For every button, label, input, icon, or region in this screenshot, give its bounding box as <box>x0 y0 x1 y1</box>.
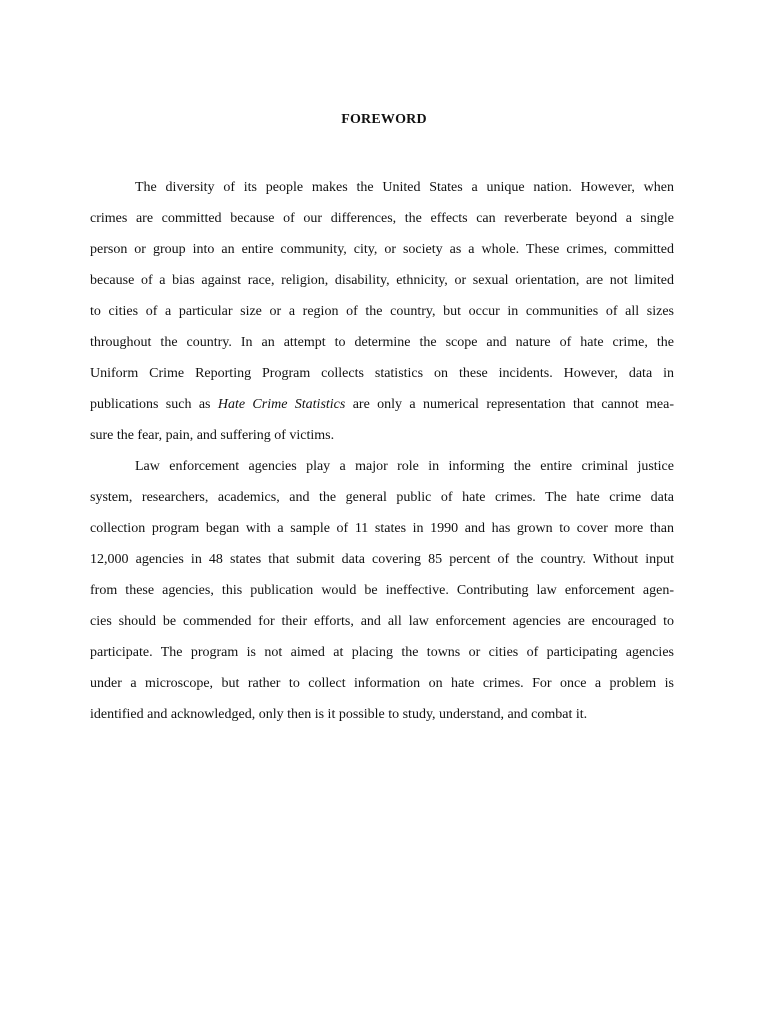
paragraph-1-line-2: crimes are committed because of our differences, the effects can reverberate beyond a single <box>90 211 674 226</box>
page-title: FOREWORD <box>341 112 427 127</box>
paragraph-2-line-9: identified and acknowledged, only then is it possible to study, understand, and combat it. <box>90 707 588 722</box>
paragraph-1-line-9: sure the fear, pain, and suffering of victims. <box>90 428 335 443</box>
paragraph-2-line-7: participate. The program is not aimed at placing the towns or cities of participating agencies <box>90 645 674 660</box>
publication-title-italic: Hate Crime Statistics <box>217 397 346 412</box>
line-8-after-italic: are only a numerical representation that cannot mea- <box>345 397 674 412</box>
paragraph-1-line-1: The diversity of its people makes the United States a unique nation. However, when <box>135 180 674 195</box>
paragraph-2-line-4: 12,000 agencies in 48 states that submit data covering 85 percent of the country. Without input <box>90 552 674 567</box>
paragraph-2-line-5: from these agencies, this publication would be ineffective. Contributing law enforcement agen- <box>90 583 674 598</box>
paragraph-1-line-8 <box>90 389 674 420</box>
paragraph-2-line-1: Law enforcement agencies play a major role in informing the entire criminal justice <box>135 459 674 474</box>
paragraph-1-line-7: Uniform Crime Reporting Program collects statistics on these incidents. However, data in <box>90 366 674 381</box>
paragraph-2-line-6: cies should be commended for their efforts, and all law enforcement agencies are encouraged to <box>90 614 674 629</box>
paragraph-1-line-3: person or group into an entire community, city, or society as a whole. These crimes, committed <box>90 242 674 257</box>
paragraph-2-line-3: collection program began with a sample of 11 states in 1990 and has grown to cover more than <box>90 521 674 536</box>
line-8-before-italic: publications such as <box>90 397 218 412</box>
paragraph-2-line-2: system, researchers, academics, and the general public of hate crimes. The hate crime data <box>90 490 674 505</box>
paragraph-1-line-6: throughout the country. In an attempt to determine the scope and nature of hate crime, the <box>90 335 674 350</box>
paragraph-1-line-4: because of a bias against race, religion, disability, ethnicity, or sexual orientation, are not limited <box>90 273 674 288</box>
body-text <box>90 172 674 730</box>
paragraph-2-line-8: under a microscope, but rather to collect information on hate crimes. For once a problem is <box>90 676 674 691</box>
paragraph-1-line-5: to cities of a particular size or a region of the country, but occur in communities of all sizes <box>90 304 674 319</box>
